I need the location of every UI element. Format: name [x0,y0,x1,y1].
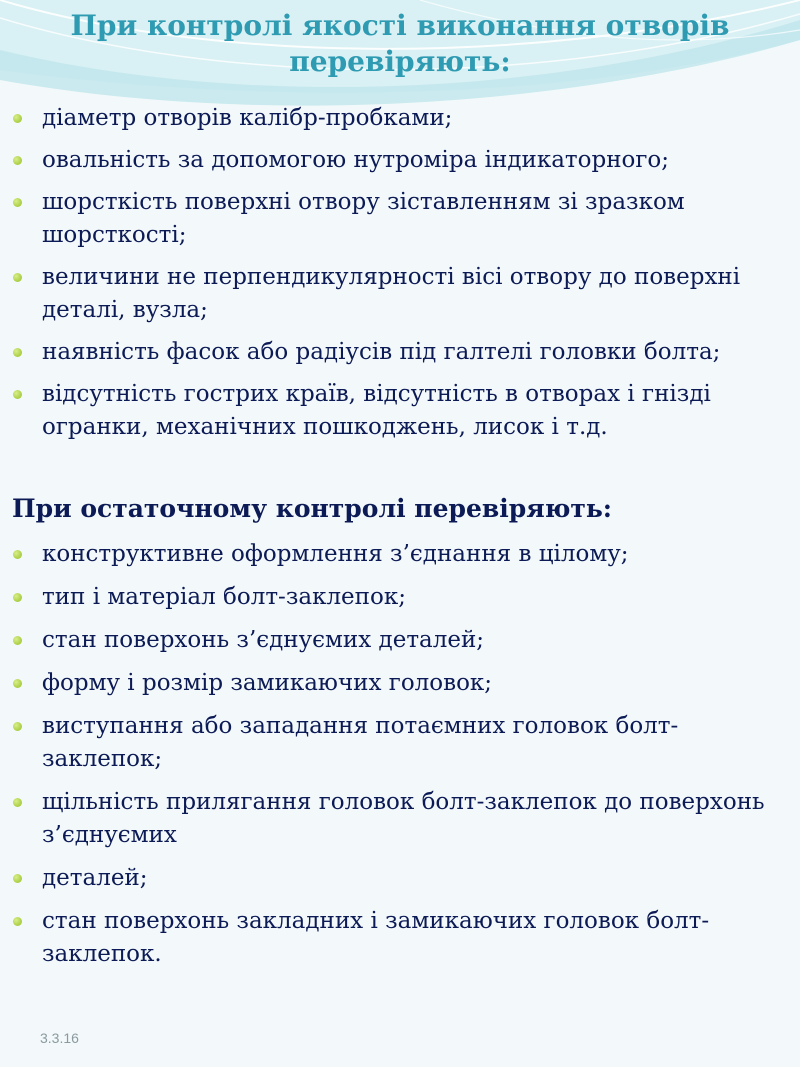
slide-date: 3.3.16 [40,1030,79,1046]
list-item-text: шорсткість поверхні отвору зіставленням зі зразком шорсткості; [42,189,685,248]
final-inspection-checklist [0,538,790,981]
list-item [0,261,790,327]
bullet-icon [13,798,22,807]
list-item-text: форму і розмір замикаючих головок; [42,670,493,696]
bullet-icon [13,874,22,883]
list-item-text: тип і матеріал болт-заклепок; [42,584,406,610]
list-item-text: конструктивне оформлення з’єднання в цілому; [42,541,629,567]
list-item [0,144,790,177]
list-item-text: щільність прилягання головок болт-заклепок до поверхонь з’єднуємих [42,789,765,848]
final-inspection-heading: При остаточному контролі перевіряють: [12,494,613,523]
slide-title-line2: перевіряють: [289,45,511,78]
bullet-icon [13,917,22,926]
hole-quality-checklist [0,102,790,453]
bullet-icon [13,198,22,207]
list-item [0,581,790,614]
list-item [0,667,790,700]
list-item [0,186,790,252]
list-item [0,624,790,657]
bullet-icon [13,273,22,282]
list-item-text: стан поверхонь закладних і замикаючих головок болт-заклепок. [42,908,710,967]
slide-title-line1: При контролі якості виконання отворів [70,9,730,42]
list-item-text: наявність фасок або радіусів під галтелі головки болта; [42,339,721,365]
bullet-icon [13,636,22,645]
list-item [0,336,790,369]
list-item [0,710,790,776]
bullet-icon [13,156,22,165]
bullet-icon [13,348,22,357]
list-item-text: стан поверхонь з’єднуємих деталей; [42,627,485,653]
list-item [0,905,790,971]
list-item [0,378,790,444]
bullet-icon [13,679,22,688]
bullet-icon [13,550,22,559]
list-item-text: деталей; [42,865,148,891]
list-item-text: виступання або западання потаємних головок болт-заклепок; [42,713,679,772]
slide-title [20,8,780,80]
bullet-icon [13,114,22,123]
list-item-text: відсутність гострих країв, відсутність в отворах і гнізді огранки, механічних пошкоджень, лисок і т.д. [42,381,711,440]
list-item [0,102,790,135]
list-item-text: овальність за допомогою нутроміра індикаторного; [42,147,670,173]
list-item-text: величини не перпендикулярності вісі отвору до поверхні деталі, вузла; [42,264,741,323]
list-item [0,538,790,571]
list-item [0,786,790,852]
list-item-text: діаметр отворів калібр-пробками; [42,105,453,131]
list-item [0,862,790,895]
bullet-icon [13,722,22,731]
bullet-icon [13,593,22,602]
bullet-icon [13,390,22,399]
